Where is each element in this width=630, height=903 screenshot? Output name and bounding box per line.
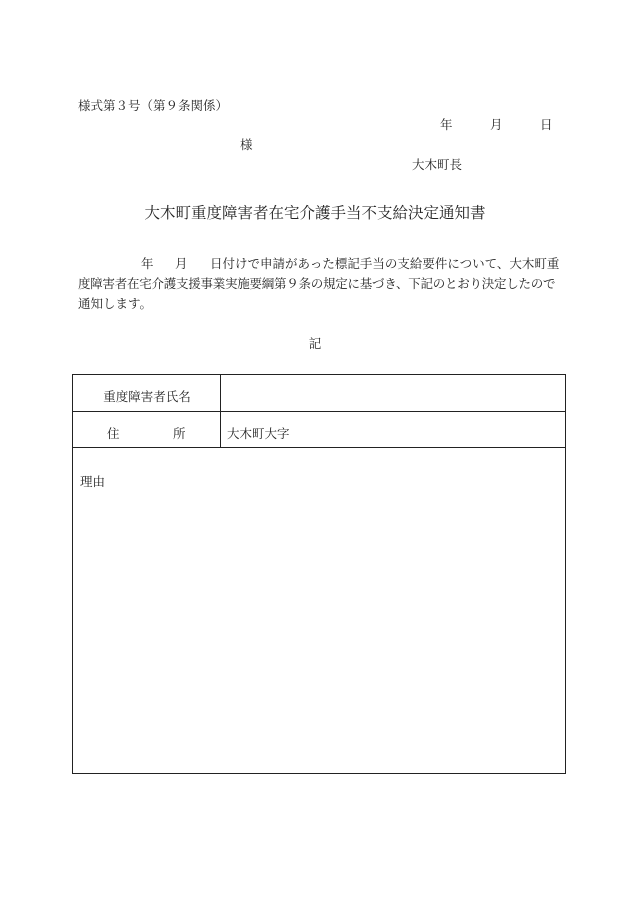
date-year: 年 (440, 117, 453, 132)
form-number: 様式第３号（第９条関係） (78, 98, 229, 113)
body-year: 年 (141, 256, 154, 271)
reason-label: 理由 (80, 474, 106, 489)
address-row (73, 412, 565, 448)
details-table (72, 374, 566, 774)
name-label: 重度障害者氏名 (103, 389, 191, 404)
body-line-1: 日付けで申請があった標記手当の支給要件について、大木町重 (210, 256, 560, 271)
name-label-cell (73, 375, 221, 411)
document-title: 大木町重度障害者在宅介護手当不支給決定通知書 (144, 204, 486, 222)
address-label-cell (73, 412, 221, 447)
body-line-2: 度障害者在宅介護支援事業実施要綱第９条の規定に基づき、下記のとおり決定したので (78, 276, 556, 291)
address-label-1: 住 (107, 426, 120, 441)
ki-heading: 記 (308, 336, 322, 351)
name-row (73, 375, 565, 412)
address-label-2: 所 (173, 426, 186, 441)
body-line-3: 通知します。 (78, 296, 153, 311)
address-value: 大木町大字 (227, 426, 290, 441)
date-day: 日 (540, 117, 553, 132)
date-month: 月 (490, 117, 503, 132)
issuer-name: 大木町長 (412, 157, 463, 172)
body-month: 月 (175, 256, 188, 271)
date-line (440, 119, 552, 133)
addressee-suffix: 様 (240, 137, 253, 152)
